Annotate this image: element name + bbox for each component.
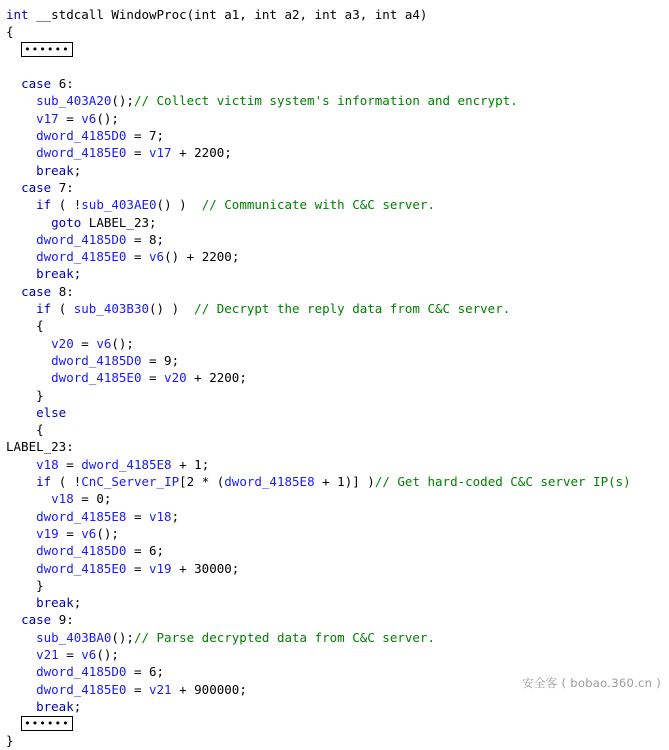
code-token-plain	[51, 284, 59, 299]
code-token-var: v6	[96, 335, 112, 351]
code-token-gvar: dword_4185E8	[224, 474, 315, 490]
code-token-plain: + 1)] )	[314, 474, 375, 490]
code-line	[6, 179, 665, 196]
code-token-kw: break	[36, 595, 74, 611]
code-token-var: v19	[36, 525, 59, 541]
code-token-var: v18	[149, 508, 172, 524]
code-token-plain: ();	[96, 110, 119, 126]
code-token-plain: =	[126, 543, 149, 559]
code-token-num: 2200	[209, 370, 240, 386]
code-token-plain: =	[126, 681, 149, 697]
code-line	[6, 6, 665, 23]
code-token-gvar: dword_4185E8	[81, 456, 172, 472]
code-token-plain: +	[171, 681, 195, 697]
code-line	[6, 594, 665, 611]
code-token-punct: {	[36, 422, 44, 438]
code-token-cmt: // Communicate with C&C server.	[201, 197, 435, 213]
code-token-kw: case	[21, 179, 52, 195]
code-line	[6, 41, 665, 58]
code-token-plain: ;	[224, 145, 232, 161]
code-line	[6, 58, 665, 75]
code-token-gvar: dword_4185D0	[36, 231, 127, 247]
code-token-plain: :	[66, 612, 74, 628]
code-line	[6, 75, 665, 92]
code-line	[6, 300, 665, 317]
code-line	[6, 732, 665, 749]
code-token-plain: WindowProc(int a1, int a2, int a3, int a4)	[103, 7, 428, 22]
code-token-var: v18	[51, 491, 74, 507]
collapsed-code-marker[interactable]: ••••••	[21, 716, 73, 731]
code-token-gvar: CnC_Server_IP	[81, 474, 180, 490]
collapsed-code-marker[interactable]: ••••••	[21, 42, 73, 57]
code-line	[6, 456, 665, 473]
code-token-fn: sub_403AE0	[81, 197, 157, 213]
code-token-plain: :	[66, 76, 74, 92]
code-token-plain: :	[66, 283, 74, 299]
code-token-cmt: // Collect victim system's information and encrypt.	[133, 93, 518, 109]
code-line	[6, 92, 665, 109]
code-token-plain: ();	[96, 646, 119, 662]
code-token-plain	[51, 180, 59, 195]
code-token-num: 1	[194, 456, 202, 472]
code-line	[6, 162, 665, 179]
code-line	[6, 352, 665, 369]
code-token-gvar: dword_4185D0	[36, 128, 127, 144]
watermark: 安全客 ( bobao.360.cn )	[522, 676, 661, 690]
code-token-num: 0	[96, 491, 104, 507]
code-token-plain: =	[126, 664, 149, 680]
code-token-gvar: dword_4185E8	[36, 508, 127, 524]
code-token-plain: (	[51, 301, 74, 317]
code-token-plain: =	[126, 560, 149, 576]
code-token-plain: ();	[111, 335, 134, 351]
code-token-var: v17	[149, 145, 172, 161]
code-token-plain: =	[73, 491, 97, 507]
code-token-gvar: dword_4185E0	[36, 249, 127, 265]
code-line	[6, 404, 665, 421]
code-line	[6, 542, 665, 559]
code-token-kw: break	[36, 162, 74, 178]
code-token-plain: ;	[171, 352, 180, 368]
code-token-num: 30000	[194, 560, 232, 576]
code-token-plain: [2 * (	[179, 474, 225, 490]
code-token-plain: =	[58, 646, 82, 662]
code-token-plain: =	[73, 335, 97, 351]
code-token-plain: =	[126, 128, 149, 144]
code-token-plain	[51, 76, 59, 91]
code-token-plain: ;	[73, 698, 82, 714]
code-token-plain: =	[126, 249, 149, 265]
code-token-var: v21	[149, 681, 172, 697]
code-token-num: 6	[149, 664, 157, 680]
code-token-plain: ;	[201, 456, 210, 472]
code-token-plain: ;	[231, 560, 240, 576]
code-token-plain: =	[141, 370, 165, 386]
code-token-plain: ( !	[51, 197, 82, 213]
code-token-plain: ;	[239, 681, 247, 697]
code-token-kw: goto	[51, 214, 82, 230]
code-token-var: v20	[51, 335, 74, 351]
code-line	[6, 110, 665, 127]
code-token-num: 9	[164, 352, 172, 368]
code-line	[6, 490, 665, 507]
code-line	[6, 248, 665, 265]
code-token-num: 7	[58, 179, 67, 195]
code-token-plain	[29, 7, 37, 22]
code-line	[6, 127, 665, 144]
code-token-plain	[51, 612, 59, 627]
code-line	[6, 577, 665, 594]
code-token-kw: break	[36, 698, 74, 714]
code-line	[6, 231, 665, 248]
code-line	[6, 629, 665, 646]
code-token-plain: LABEL_23;	[81, 214, 157, 230]
code-token-num: 8	[149, 231, 157, 247]
code-line	[6, 438, 665, 455]
code-token-plain: +	[171, 456, 195, 472]
code-token-fn: sub_403B30	[73, 301, 150, 317]
code-token-fn: sub_403BA0	[36, 629, 112, 645]
code-line	[6, 23, 665, 40]
code-line	[6, 473, 665, 490]
code-token-var: v6	[149, 249, 165, 265]
code-token-var: v6	[81, 110, 97, 126]
code-token-plain: +	[186, 370, 210, 386]
code-token-plain: ;	[239, 370, 247, 386]
code-token-plain: =	[126, 508, 149, 524]
code-line	[6, 317, 665, 334]
code-token-cmt: // Decrypt the reply data from C&C server.	[194, 301, 511, 317]
code-token-var: v21	[36, 646, 59, 662]
code-line	[6, 611, 665, 628]
code-token-gvar: dword_4185D0	[36, 543, 127, 559]
code-token-kw: case	[21, 612, 52, 628]
code-token-var: v19	[149, 560, 172, 576]
code-token-gvar: dword_4185E0	[36, 145, 127, 161]
code-token-var: v6	[81, 646, 97, 662]
code-token-kw: break	[36, 266, 74, 282]
code-token-plain: ( !	[51, 474, 82, 490]
code-token-kw: case	[21, 283, 52, 299]
code-token-plain: =	[126, 145, 149, 161]
code-line	[6, 646, 665, 663]
code-line	[6, 144, 665, 161]
code-token-punct: {	[6, 24, 14, 40]
code-token-cmt: // Get hard-coded C&C server IP(s)	[374, 474, 631, 490]
code-token-plain: ;	[73, 162, 82, 178]
code-token-num: 2200	[201, 249, 232, 265]
code-token-plain: ();	[111, 629, 134, 645]
code-token-gvar: dword_4185D0	[36, 664, 127, 680]
code-line	[6, 387, 665, 404]
code-token-plain: +	[171, 145, 195, 161]
code-token-punct: }	[6, 733, 14, 749]
code-token-plain: =	[58, 456, 82, 472]
code-token-plain: () +	[164, 249, 202, 265]
code-token-kw: else	[36, 404, 67, 420]
code-token-kw: if	[36, 197, 52, 213]
code-token-plain: ;	[231, 249, 240, 265]
code-token-num: 8	[58, 283, 67, 299]
code-line	[6, 265, 665, 282]
code-token-num: 6	[149, 543, 157, 559]
code-token-num: 7	[149, 128, 157, 144]
code-token-plain: ;	[73, 595, 82, 611]
code-token-plain: =	[58, 110, 82, 126]
code-token-plain: ();	[111, 93, 134, 109]
code-token-plain: ;	[156, 664, 165, 680]
code-line	[6, 715, 665, 732]
code-token-fn: sub_403A20	[36, 93, 112, 109]
code-token-var: v20	[164, 370, 187, 386]
code-token-punct: }	[36, 387, 44, 403]
code-token-gvar: dword_4185E0	[36, 560, 127, 576]
code-line	[6, 525, 665, 542]
code-token-kw: int	[6, 7, 29, 22]
code-line	[6, 508, 665, 525]
code-line	[6, 335, 665, 352]
code-line	[6, 214, 665, 231]
code-token-num: 2200	[194, 145, 225, 161]
code-token-plain: =	[58, 525, 82, 541]
code-token-var: v18	[36, 456, 59, 472]
code-token-plain: =	[126, 231, 149, 247]
code-token-plain: ;	[156, 231, 165, 247]
code-line	[6, 698, 665, 715]
code-token-kw: if	[36, 474, 52, 490]
code-line	[6, 421, 665, 438]
code-token-num: 900000	[194, 681, 240, 697]
code-token-var: v17	[36, 110, 59, 126]
code-token-plain: ;	[171, 508, 180, 524]
code-line	[6, 196, 665, 213]
code-token-kw: case	[21, 76, 52, 92]
code-token-plain: () )	[156, 197, 202, 213]
code-token-var: v6	[81, 525, 97, 541]
code-token-punct: {	[36, 318, 44, 334]
code-token-plain: ;	[156, 543, 165, 559]
code-token-kw: if	[36, 301, 52, 317]
code-token-plain: +	[171, 560, 195, 576]
code-token-plain: __stdcall	[36, 7, 104, 22]
code-token-num: 9	[58, 612, 67, 628]
code-token-plain: () )	[149, 301, 195, 317]
code-line	[6, 369, 665, 386]
code-token-num: 6	[58, 76, 67, 92]
code-token-plain: ;	[156, 128, 165, 144]
code-token-gvar: dword_4185D0	[51, 352, 142, 368]
code-token-punct: }	[36, 577, 44, 593]
code-token-plain: =	[141, 352, 165, 368]
code-token-plain: ;	[103, 491, 112, 507]
code-token-gvar: dword_4185E0	[36, 681, 127, 697]
code-token-plain: :	[66, 179, 74, 195]
code-line	[6, 560, 665, 577]
code-token-plain: ();	[96, 525, 119, 541]
code-token-plain: ;	[73, 266, 82, 282]
code-token-gvar: dword_4185E0	[51, 370, 142, 386]
code-token-cmt: // Parse decrypted data from C&C server.	[133, 629, 435, 645]
code-token-lbl: LABEL_23:	[6, 439, 74, 455]
code-line	[6, 283, 665, 300]
